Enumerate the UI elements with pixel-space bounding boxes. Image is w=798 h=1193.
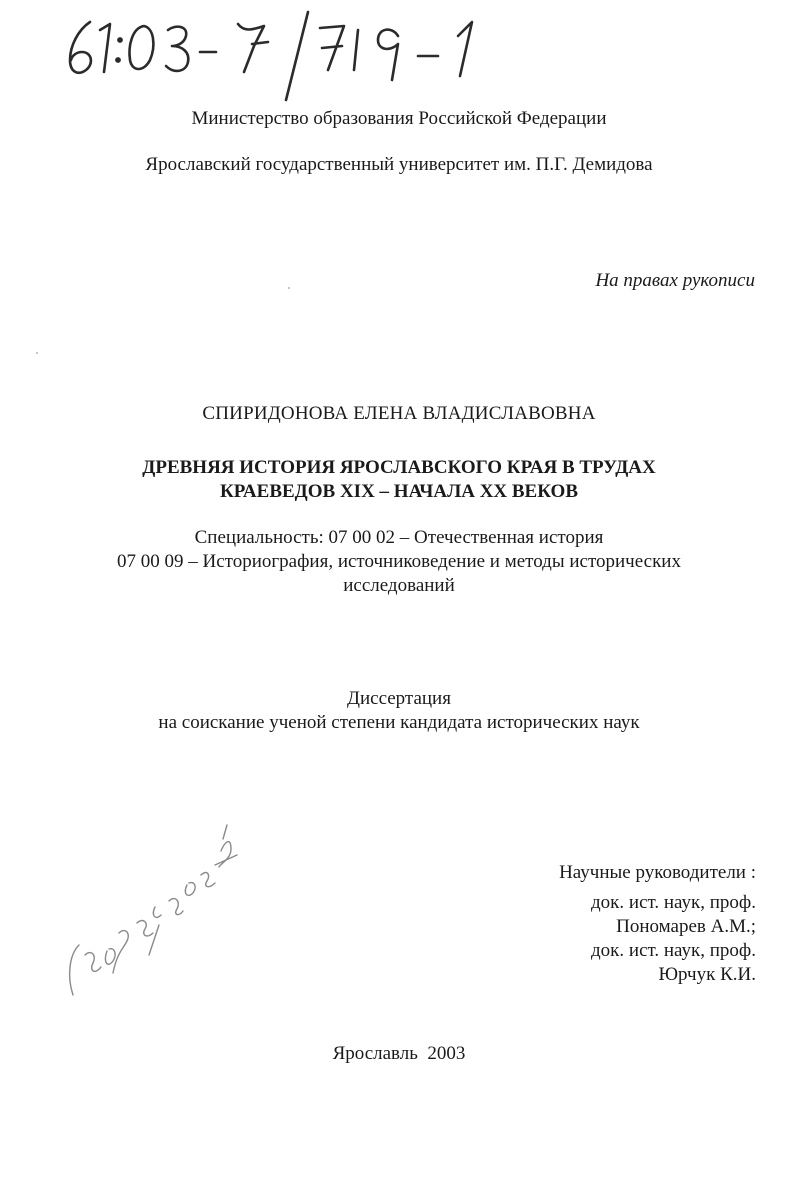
- supervisors-block: [559, 861, 756, 987]
- specialty-block: [0, 526, 798, 598]
- specialty-line-1: Специальность: 07 00 02 – Отечественная история: [194, 527, 604, 548]
- supervisor-line: Юрчук К.И.: [658, 964, 756, 985]
- specialty-line-2: 07 00 09 – Историография, источниковедение и методы исторических: [117, 551, 681, 572]
- scan-speck: [288, 287, 290, 289]
- university-name: Ярославский государственный университет им. П.Г. Демидова: [145, 154, 653, 175]
- supervisor-line: Пономарев А.М.;: [616, 916, 756, 937]
- ministry-name: Министерство образования Российской Федерации: [191, 108, 607, 129]
- dissertation-title: [0, 456, 798, 504]
- specialty-line-3: исследований: [343, 575, 455, 596]
- supervisor-line: док. ист. наук, проф.: [591, 940, 756, 961]
- manuscript-note: На правах рукописи: [595, 270, 755, 291]
- author-name: СПИРИДОНОВА ЕЛЕНА ВЛАДИСЛАВОВНА: [202, 403, 596, 424]
- dissertation-block: [0, 687, 798, 735]
- city-year: Ярославль 2003: [332, 1043, 466, 1064]
- supervisors-heading: Научные руководители :: [559, 862, 756, 883]
- supervisor-line: док. ист. наук, проф.: [591, 892, 756, 913]
- scan-speck: [36, 352, 38, 354]
- degree-text: на соискание ученой степени кандидата исторических наук: [158, 712, 640, 733]
- title-line-1: ДРЕВНЯЯ ИСТОРИЯ ЯРОСЛАВСКОГО КРАЯ В ТРУДАХ: [142, 457, 656, 478]
- title-line-2: КРАЕВЕДОВ XIX – НАЧАЛА XX ВЕКОВ: [219, 481, 578, 502]
- handwritten-archive-code: [40, 6, 520, 106]
- dissertation-label: Диссертация: [347, 688, 451, 709]
- handwritten-signature: [55, 805, 255, 1005]
